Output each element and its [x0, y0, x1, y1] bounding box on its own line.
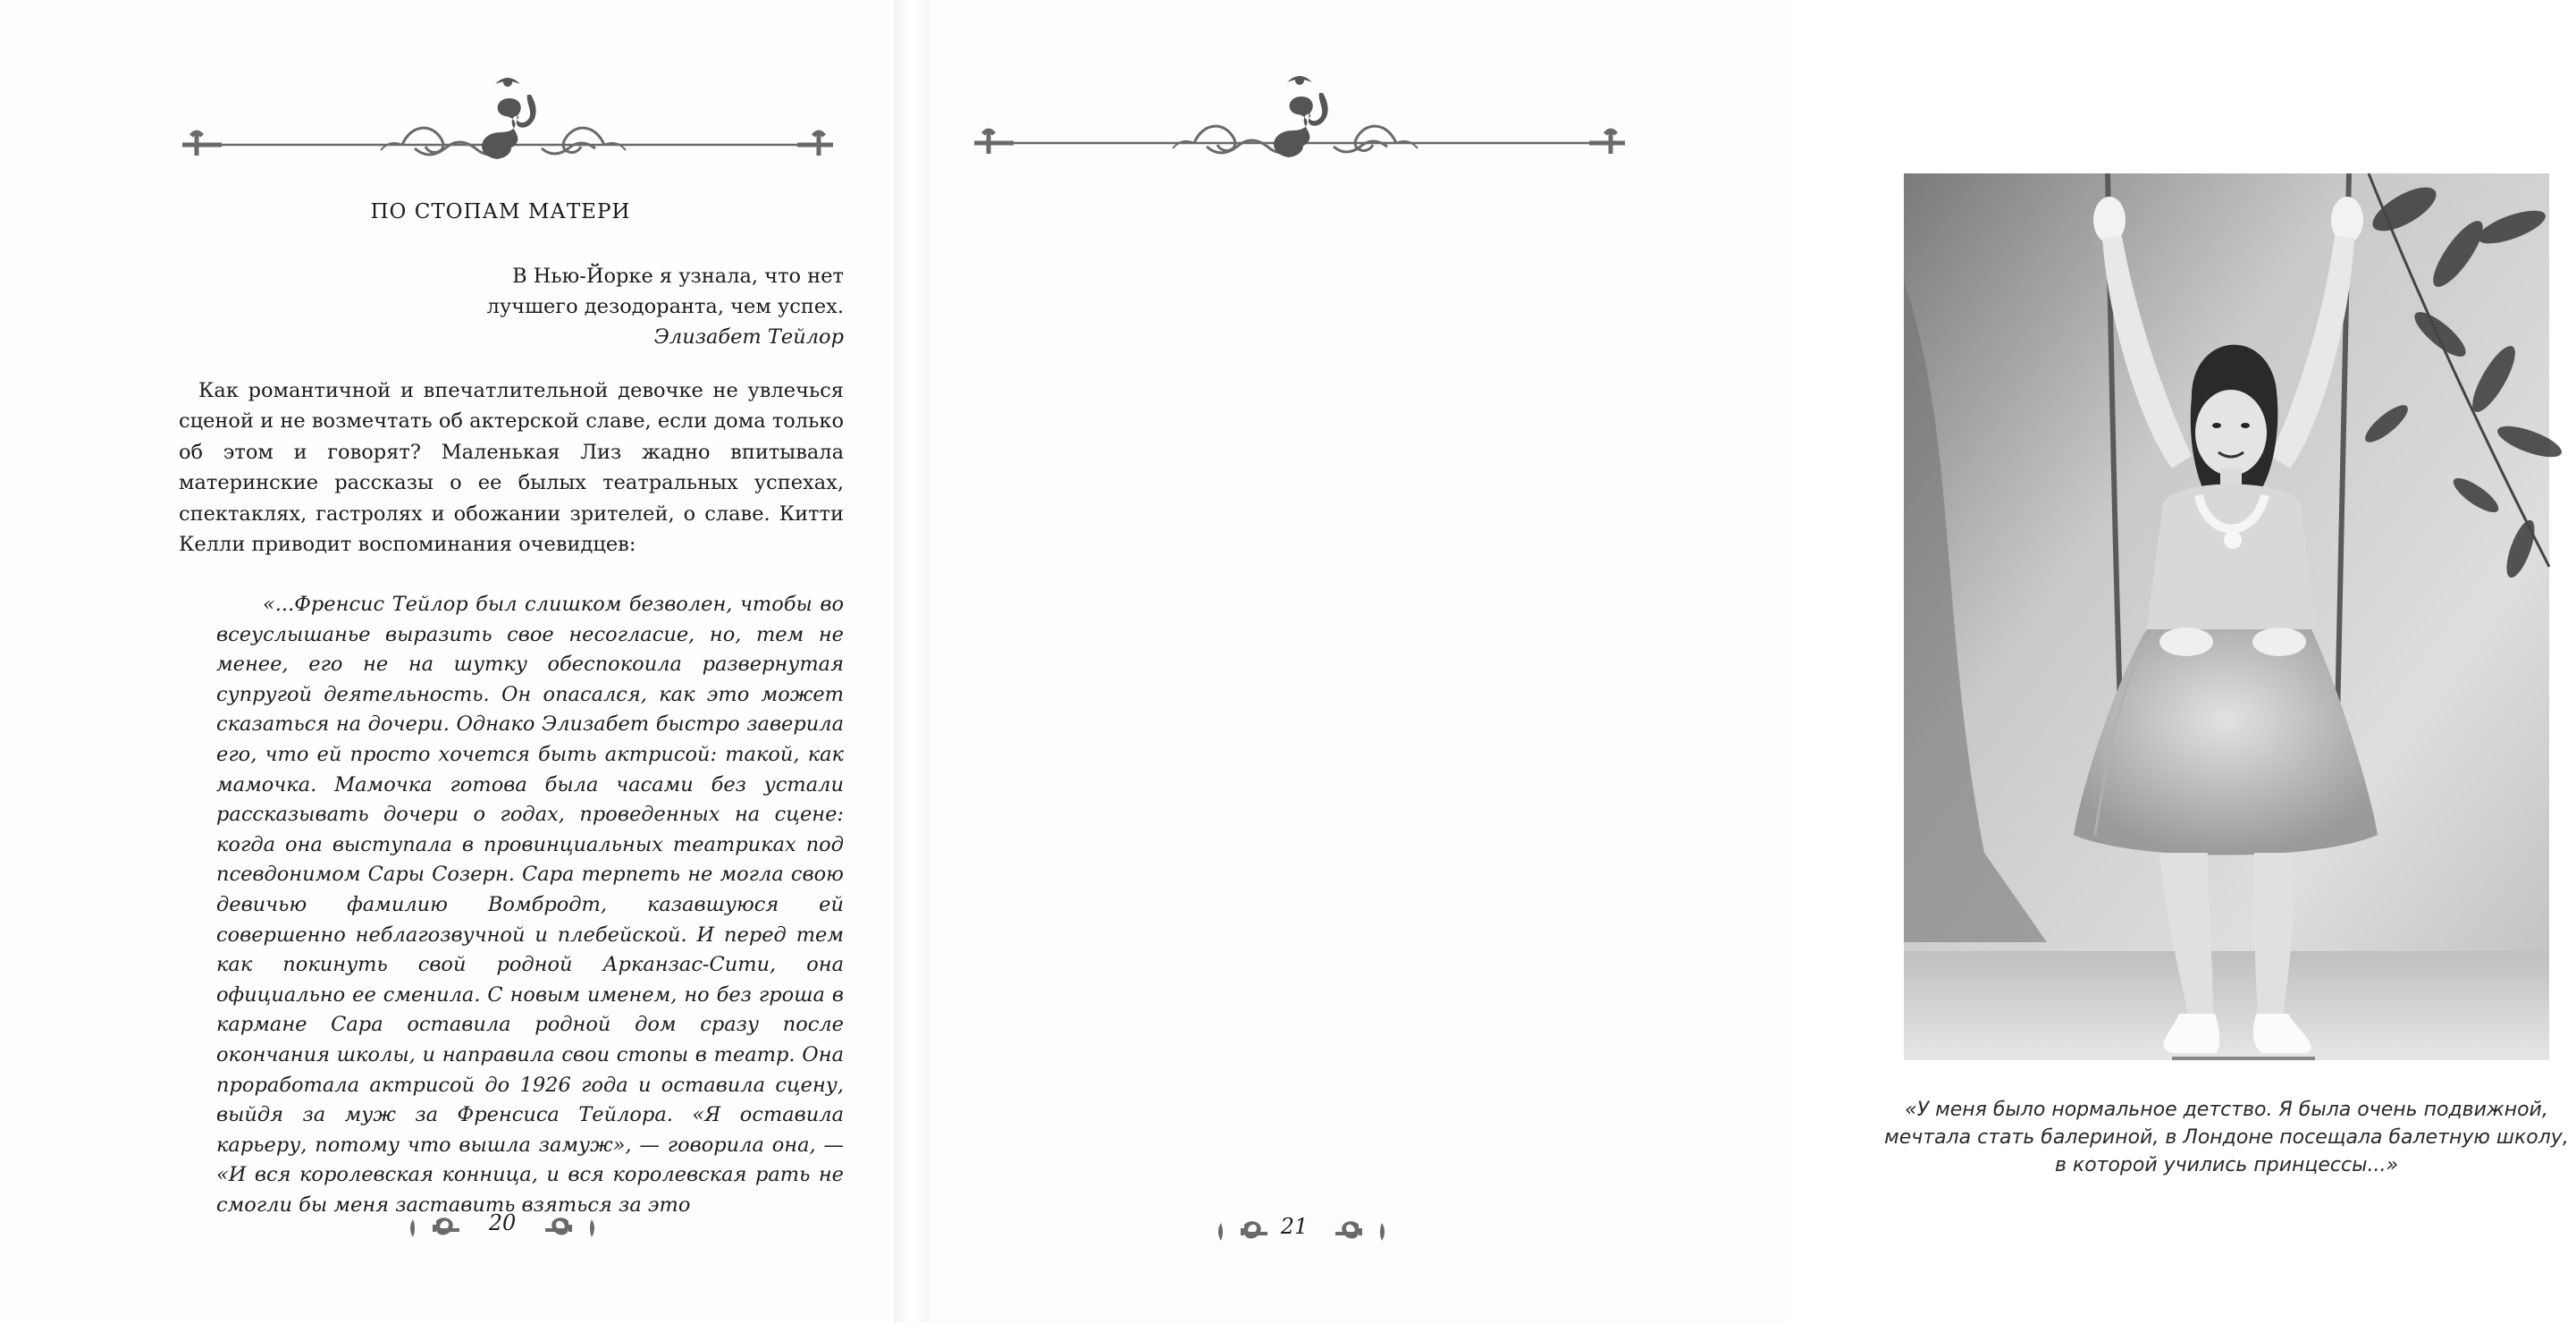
left-page	[0, 0, 894, 1323]
ankh-icon	[1210, 1216, 1269, 1248]
footer-ornament-left	[1210, 1216, 1269, 1248]
ankh-icon	[1334, 1216, 1393, 1248]
footer-ornament-right	[1334, 1216, 1393, 1248]
footer-ornament-left	[402, 1212, 461, 1244]
footer-ornament-right	[543, 1212, 602, 1244]
header-ornament-left	[179, 73, 837, 163]
photo-girl-on-swing	[1904, 173, 2549, 1060]
page-number: 20	[488, 1210, 517, 1235]
header-ornament-right	[971, 72, 1629, 161]
right-page	[930, 0, 2569, 1323]
epigraph	[465, 261, 844, 352]
serpent-ornament-icon	[179, 73, 837, 163]
body-paragraph: Как романтичной и впечатлительной девочке не увлечься сценой и не возмечтать об актерской славе, если дома только об этом и говорят? Маленькая Лиз жадно впитывала материнские рассказы о ее былых театральных успехах, спектаклях, гастролях и обожании зрителей, о славе. Китти Келли приводит воспоминания очевидцев:	[179, 379, 844, 557]
quote-paragraph: «...Френсис Тейлор был слишком безволен, чтобы во всеуслышанье выразить свое несогласие, но, тем не менее, его не на шутку обеспокоила развернутая супругой деятельность. Он опасался, как это может сказаться на дочери. Однако Элизабет быстро заверила его, что ей просто хочется быть актрисой: такой, как мамочка. Мамочка готова была часами без устали рассказывать дочери о годах, проведенных на сцене: когда она выступала в провинциальных театриках под псевдонимом Сары Созерн. Сара терпеть не могла свою девичью фамилию Вомбродт, казавшуюся ей совершенно неблагозвучной и плебейской. И перед тем как покинуть свой родной Арканзас-Сити, она официально ее сменила. С новым именем, но без гроша в кармане Сара оставила родной дом сразу после окончания школы, и направила свои стопы в театр. Она проработала актрисой до 1926 года и оставила сцену, выйдя за муж за Френсиса Тейлора. «Я оставила карьеру, потому что вышла замуж», — говорила она, — «И вся королевская конница, и вся королевская рать не смогли бы меня заставить взяться за это	[216, 593, 844, 1217]
epigraph-line: лучшего дезодоранта, чем успех.	[486, 295, 844, 318]
photo-illustration	[1904, 173, 2549, 1060]
epigraph-author: Элизабет Тейлор	[653, 325, 844, 349]
chapter-heading: ПО СТОПАМ МАТЕРИ	[370, 200, 631, 223]
ankh-icon	[402, 1212, 461, 1244]
page-number: 21	[1280, 1214, 1309, 1239]
serpent-ornament-icon	[971, 72, 1629, 161]
ankh-icon	[543, 1212, 602, 1244]
book-gutter	[894, 0, 930, 1323]
photo-caption: «У меня было нормальное детство. Я была очень подвижной, мечтала стать балериной, в Лондоне посещала балетную школу, в которой учились принцессы...»	[1884, 1099, 2569, 1176]
epigraph-line: В Нью-Йорке я узнала, что нет	[512, 265, 844, 288]
